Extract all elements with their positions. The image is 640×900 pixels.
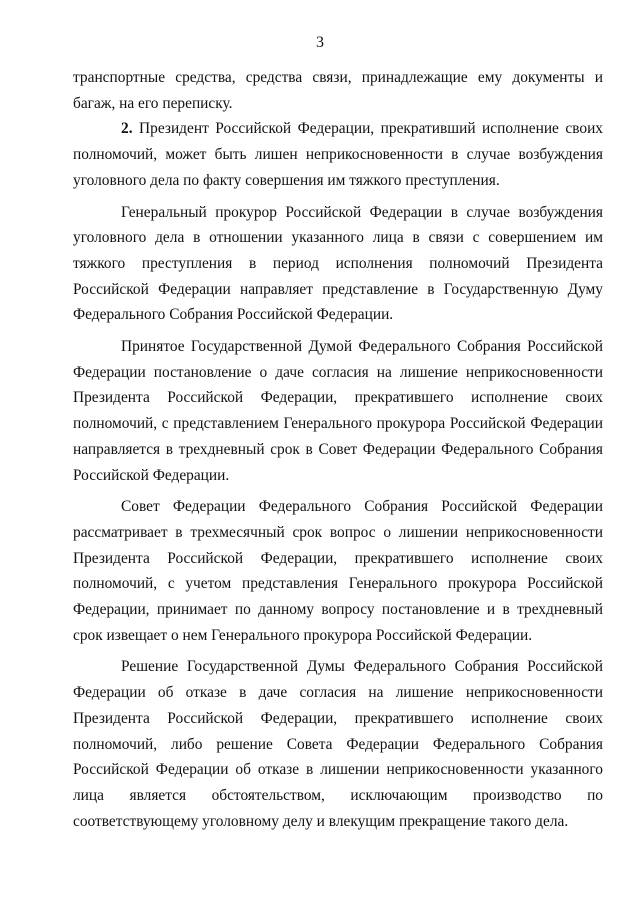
paragraph-text: Президент Российской Федерации, прекративший исполнение своих полномочий, может быть лишен неприкосновенности в случае возбуждения уголовного дела по факту совершения им тяжкого преступления. <box>73 120 603 189</box>
paragraph-refusal-decision <box>73 654 603 834</box>
paragraph-duma-resolution <box>73 334 603 488</box>
paragraph-text: Решение Государственной Думы Федерального Собрания Российской Федерации об отказе в даче согласия на лишение неприкосновенности Президента Российской Федерации, прекратившего исполнение своих полномочий, либо решение Совета Федерации Федерального Собрания Российской Федерации об отказе в лишении неприкосновенности указанного лица является обстоятельством, исключающим производство по соответствующему уголовному делу и влекущим прекращение такого дела. <box>73 658 603 830</box>
paragraph-prosecutor <box>73 200 603 329</box>
document-body <box>73 65 603 834</box>
page-number: 3 <box>316 34 324 51</box>
paragraph-federation-council <box>73 494 603 648</box>
paragraph-text: Принятое Государственной Думой Федерального Собрания Российской Федерации постановление о даче согласия на лишение неприкосновенности Президента Российской Федерации, прекратившего исполнение своих полномочий, с представлением Генерального прокурора Российской Федерации направляется в трехдневный срок в Совет Федерации Федерального Собрания Российской Федерации. <box>73 338 603 484</box>
paragraph-text: Совет Федерации Федерального Собрания Российской Федерации рассматривает в трехмесячный срок вопрос о лишении неприкосновенности Президента Российской Федерации, прекратившего исполнение своих полномочий, с учетом представления Генерального прокурора Российской Федерации, принимает по данному вопросу постановление и в трехдневный срок извещает о нем Генерального прокурора Российской Федерации. <box>73 498 603 644</box>
paragraph-text: Генеральный прокурор Российской Федерации в случае возбуждения уголовного дела в отношении указанного лица в связи с совершением им тяжкого преступления в период исполнения полномочий Президента Российской Федерации направляет представление в Государственную Думу Федерального Собрания Российской Федерации. <box>73 203 603 324</box>
paragraph-number: 2. <box>121 120 133 138</box>
paragraph-continuation <box>73 65 603 116</box>
paragraph-text: транспортные средства, средства связи, принадлежащие ему документы и багаж, на его переписку. <box>73 69 603 112</box>
paragraph-item-2 <box>73 116 603 193</box>
